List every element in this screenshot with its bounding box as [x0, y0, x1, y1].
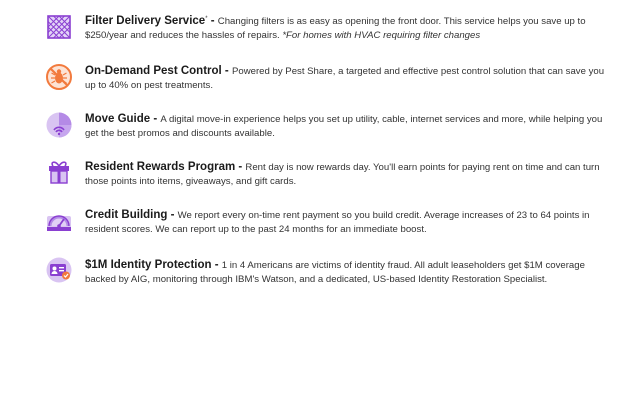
title-dash: - — [150, 113, 161, 125]
service-title: $1M Identity Protection — [85, 259, 212, 271]
title-dash: - — [167, 209, 178, 221]
filter-icon — [45, 13, 73, 41]
credit-gauge-icon — [45, 206, 73, 234]
service-text — [85, 65, 605, 92]
service-text — [85, 161, 605, 188]
service-description: Rent day is now rewards day. You'll earn points for paying rent on time and can turn those points into items, giveaways, and gift cards. — [85, 162, 600, 187]
title-dash: - — [221, 65, 232, 77]
title-mark: * — [205, 15, 208, 22]
service-text — [85, 113, 605, 140]
service-text — [85, 209, 605, 236]
service-description: Powered by Pest Share, a targeted and effective pest control solution that can save you up to 40% on pest treatments. — [85, 66, 605, 91]
title-dash: - — [211, 259, 222, 271]
id-card-icon — [45, 256, 73, 284]
service-description: 1 in 4 Americans are victims of identity fraud. All adult leaseholders get $1M coverage backed by AIG, monitoring through IBM's Watson, and a dedicated, US-based Identity Restoration Specialist. — [85, 260, 585, 285]
service-title: On-Demand Pest Control — [85, 65, 222, 77]
service-title: Filter Delivery Service — [85, 15, 206, 27]
service-title: Resident Rewards Program — [85, 161, 236, 173]
service-note: *For homes with HVAC requiring filter changes — [282, 29, 481, 41]
move-guide-icon — [45, 111, 73, 139]
service-description: We report every on-time rent payment so you build credit. Average increases of 23 to 64 points in resident scores. We can report up to the past 24 months for an immediate boost. — [85, 210, 590, 235]
gift-icon — [45, 158, 73, 186]
service-text — [85, 15, 605, 42]
service-title: Move Guide — [85, 113, 151, 125]
service-description: A digital move-in experience helps you set up utility, cable, internet services and more, while helping you get the best promos and discounts available. — [85, 114, 603, 139]
no-pest-icon — [45, 63, 73, 91]
service-title: Credit Building — [85, 209, 168, 221]
service-description: Changing filters is as easy as opening the front door. This service helps you save up to $250/year and reduces the hassles of repairs. — [85, 16, 586, 41]
title-dash: - — [207, 15, 218, 27]
service-text — [85, 259, 605, 286]
title-dash: - — [235, 161, 246, 173]
